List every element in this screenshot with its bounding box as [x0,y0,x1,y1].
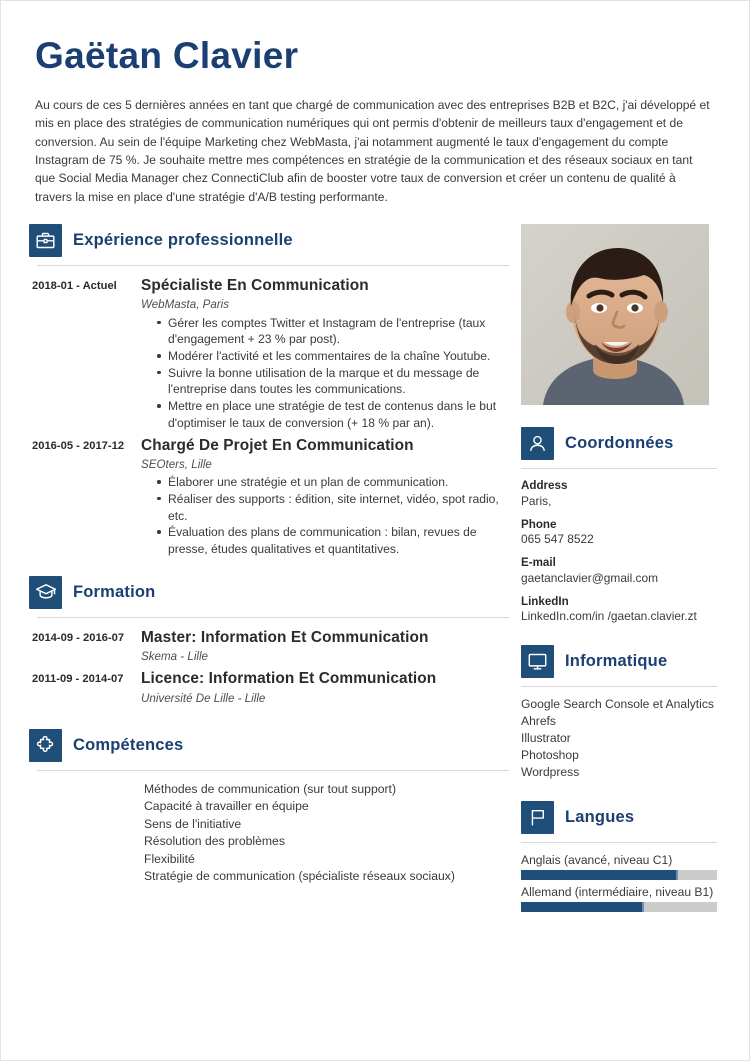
bullet-item: Suivre la bonne utilisation de la marque et du message de l'entreprise dans toutes les communications. [157,365,509,398]
side-column [521,224,717,926]
company-location: WebMasta, Paris [141,298,230,312]
divider [37,617,509,618]
briefcase-icon [29,224,62,257]
it-skills-list [521,696,717,781]
job-bullets [141,474,509,557]
section-experience [29,224,509,558]
contact-label: LinkedIn [521,594,569,608]
bullet-item: Mettre en place une stratégie de test de contenus dans le but d'optimiser le taux de conversion (+ 18 % par an). [157,398,509,431]
skill-item: Flexibilité [144,851,195,866]
entry-dates: 2016-05 - 2017-12 [32,439,125,452]
language-level-fill [521,870,678,880]
it-skill-item: Wordpress [521,764,580,779]
degree-field: : Information Et Communication [199,670,437,688]
section-header-education [29,576,509,615]
bullet-item: Modérer l'activité et les commentaires de la chaîne Youtube. [157,348,509,365]
it-skill-item: Ahrefs [521,713,556,728]
section-it-skills [521,645,717,781]
education-entry [29,628,509,666]
language-item [521,852,717,880]
section-header-skills [29,729,509,768]
language-level-bar [521,870,717,880]
bullet-item: Élaborer une stratégie et un plan de communication. [157,474,509,491]
section-contact [521,427,717,625]
divider [521,842,717,843]
divider [521,468,717,469]
school-location: Université De Lille - Lille [141,691,266,705]
it-skill-item: Google Search Console et Analytics [521,696,714,711]
monitor-icon [521,645,554,678]
contact-label: Phone [521,517,557,531]
job-title: Spécialiste En Communication [141,277,369,295]
bullet-item: Évaluation des plans de communication : bilan, revues de presse, études qualitatives et quantitatives. [157,524,509,557]
section-title-experience: Expérience professionnelle [73,231,293,250]
skill-item: Capacité à travailler en équipe [144,799,309,814]
resume-body [1,206,749,926]
it-skill-item: Photoshop [521,747,579,762]
section-header-languages [521,801,717,840]
education-entry [29,669,509,707]
entry-dates: 2014-09 - 2016-07 [32,631,125,644]
bullet-item: Réaliser des supports : édition, site internet, vidéo, spot radio, etc. [157,491,509,524]
section-title-skills: Compétences [73,736,184,755]
section-header-experience [29,224,509,263]
contact-value-email[interactable]: gaetanclavier@gmail.com [521,570,658,585]
language-name: Allemand (intermédiaire, niveau B1) [521,884,714,899]
job-title: Chargé De Projet En Communication [141,436,414,454]
section-title-it-skills: Informatique [565,652,668,671]
puzzle-piece-icon [29,729,62,762]
contact-value-address: Paris, [521,493,552,508]
graduation-cap-icon [29,576,62,609]
main-column [29,224,521,891]
skill-item: Résolution des problèmes [144,834,285,849]
it-skill-item: Illustrator [521,730,571,745]
contact-value-linkedin[interactable]: LinkedIn.com/in /gaetan.clavier.zt [521,609,697,624]
languages-list [521,852,717,912]
divider [37,265,509,266]
experience-entry [29,276,509,431]
experience-entries [29,276,509,558]
skill-item: Sens de l'initiative [144,816,242,831]
profile-summary: Au cours de ces 5 dernières années en tant que chargé de communication avec des entreprises B2B et B2C, j'ai développé et mis en place des stratégies de communication numériques qui ont permis d'obtenir de meilleurs taux d'engagement et de conversion. Au sein de l'équipe Marketing chez WebMasta, j'ai notamment augmenté le taux d'engagement du compte Instagram de 75 %. Je souhaite mettre mes compétences en stratégie de la communication et des réseaux sociaux en tant que Social Media Manager chez ConnectiClub afin de booster votre taux de conversion et créer un contenu de qualité à travers la mise en place d'une stratégie d'A/B testing performante. [35,97,710,204]
entry-dates: 2011-09 - 2014-07 [32,673,124,686]
section-title-education: Formation [73,582,156,601]
contact-field [521,478,717,509]
page-title: Gaëtan Clavier [35,35,299,76]
contact-field [521,555,717,586]
degree-label: Master [141,628,192,646]
skill-item: Stratégie de communication (spécialiste réseaux sociaux) [144,869,455,884]
section-title-contact: Coordonnées [565,434,674,453]
divider [521,686,717,687]
profile-photo [521,224,709,405]
skills-list [29,781,509,886]
entry-dates: 2018-01 - Actuel [32,280,117,293]
divider [37,770,509,771]
contact-value-phone: 065 547 8522 [521,532,594,547]
degree-title [141,669,509,688]
person-icon [521,427,554,460]
education-entries [29,628,509,707]
section-education [29,576,509,707]
section-skills [29,729,509,886]
experience-entry [29,436,509,558]
contact-field [521,517,717,548]
language-item [521,884,717,912]
avatar [521,224,709,405]
resume-header [1,1,749,206]
company-location: SEOters, Lille [141,457,212,471]
contact-label: Address [521,479,568,493]
flag-icon [521,801,554,834]
language-level-bar [521,902,717,912]
section-languages [521,801,717,912]
section-header-it-skills [521,645,717,684]
language-level-fill [521,902,644,912]
school-location: Skema - Lille [141,649,209,663]
language-name: Anglais (avancé, niveau C1) [521,852,673,867]
section-title-languages: Langues [565,807,635,826]
skill-item: Méthodes de communication (sur tout support) [144,781,396,796]
degree-label: Licence [141,670,200,688]
section-header-contact [521,427,717,466]
degree-title [141,628,509,647]
contact-field [521,594,717,625]
bullet-item: Gérer les comptes Twitter et Instagram de l'entreprise (taux d'engagement + 23 % par post). [157,315,509,348]
contact-label: E-mail [521,556,556,570]
job-bullets [141,315,509,432]
degree-field: : Information Et Communication [191,628,429,646]
